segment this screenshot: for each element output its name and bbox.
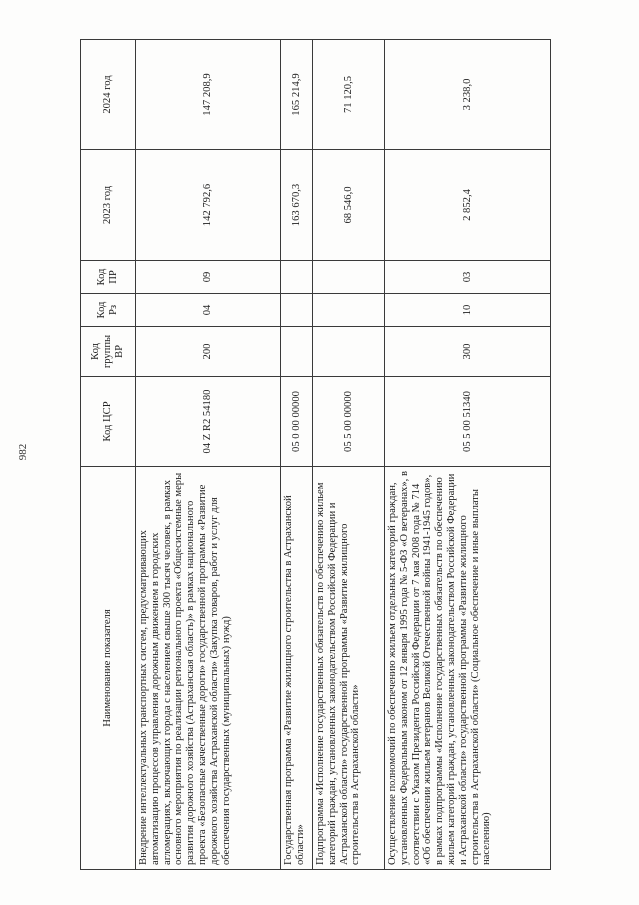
row-rz bbox=[281, 294, 313, 327]
table-row bbox=[385, 40, 551, 870]
header-rz: Код Рз bbox=[81, 294, 136, 327]
header-2023: 2023 год bbox=[81, 150, 136, 261]
row-2024: 71 120,5 bbox=[313, 40, 385, 150]
header-name: Наименование показателя bbox=[81, 467, 136, 870]
row-vr: 200 bbox=[136, 327, 281, 377]
row-2023: 68 546,0 bbox=[313, 150, 385, 261]
row-csr: 05 5 00 00000 bbox=[313, 377, 385, 467]
row-name: Внедрение интеллектуальных транспортных систем, предусматривающих автоматизацию процессов управления дорожным движением в городских агломерациях, включающих города с населением свыше 300 тысяч человек, в рамках основного мероприятия по реализации регионального проекта «Общесистемные меры развития дорожного хозяйства (Астраханская область)» в рамках национального проекта «Безопасные качественные дороги» государственной программы «Развитие дорожного хозяйства Астраханской области» (Закупка товаров, работ и услуг для обеспечения государственных (муниципальных) нужд) bbox=[136, 467, 281, 870]
row-vr bbox=[281, 327, 313, 377]
header-2024: 2024 год bbox=[81, 40, 136, 150]
header-vr: Код группы ВР bbox=[81, 327, 136, 377]
row-rz: 10 bbox=[385, 294, 551, 327]
header-csr: Код ЦСР bbox=[81, 377, 136, 467]
row-name: Осуществление полномочий по обеспечению жильем отдельных категорий граждан, установленных Федеральным законом от 12 января 1995 года № 5-ФЗ «О ветеранах», в соответствии с Указом Президента Российской Федерации от 7 мая 2008 года № 714 «Об обеспечении жильем ветеранов Великой Отечественной войны 1941-1945 годов», в рамках подпрограммы «Исполнение государственных обязательств по обеспечению жильем категорий граждан, установленных законодательством Российской Федерации и Астраханской области» государственной программы «Развитие жилищного строительства в Астраханской области» (Социальное обеспечение и иные выплаты населению) bbox=[385, 467, 551, 870]
row-2024: 3 238,0 bbox=[385, 40, 551, 150]
header-pr: Код ПР bbox=[81, 261, 136, 294]
row-pr: 03 bbox=[385, 261, 551, 294]
row-name: Государственная программа «Развитие жилищного строительства в Астраханской области» bbox=[281, 467, 313, 870]
row-vr bbox=[313, 327, 385, 377]
row-2024: 147 208,9 bbox=[136, 40, 281, 150]
table-row bbox=[281, 40, 313, 870]
row-2023: 2 852,4 bbox=[385, 150, 551, 261]
row-csr: 04 Z R2 54180 bbox=[136, 377, 281, 467]
row-csr: 05 0 00 00000 bbox=[281, 377, 313, 467]
row-2023: 163 670,3 bbox=[281, 150, 313, 261]
row-name: Подпрограмма «Исполнение государственных обязательств по обеспечению жильем категорий граждан, установленных законодательством Российской Федерации и Астраханской области» государственной программы «Развитие жилищного строительства в Астраханской области» bbox=[313, 467, 385, 870]
rotated-table-container bbox=[80, 40, 550, 870]
table-header-row bbox=[81, 40, 136, 870]
row-csr: 05 5 00 51340 bbox=[385, 377, 551, 467]
row-vr: 300 bbox=[385, 327, 551, 377]
row-pr: 09 bbox=[136, 261, 281, 294]
row-2024: 165 214,9 bbox=[281, 40, 313, 150]
row-rz bbox=[313, 294, 385, 327]
table-row bbox=[313, 40, 385, 870]
row-pr bbox=[281, 261, 313, 294]
row-rz: 04 bbox=[136, 294, 281, 327]
page-number: 982 bbox=[17, 443, 29, 461]
table-row bbox=[136, 40, 281, 870]
row-pr bbox=[313, 261, 385, 294]
budget-table bbox=[80, 39, 551, 870]
row-2023: 142 792,6 bbox=[136, 150, 281, 261]
